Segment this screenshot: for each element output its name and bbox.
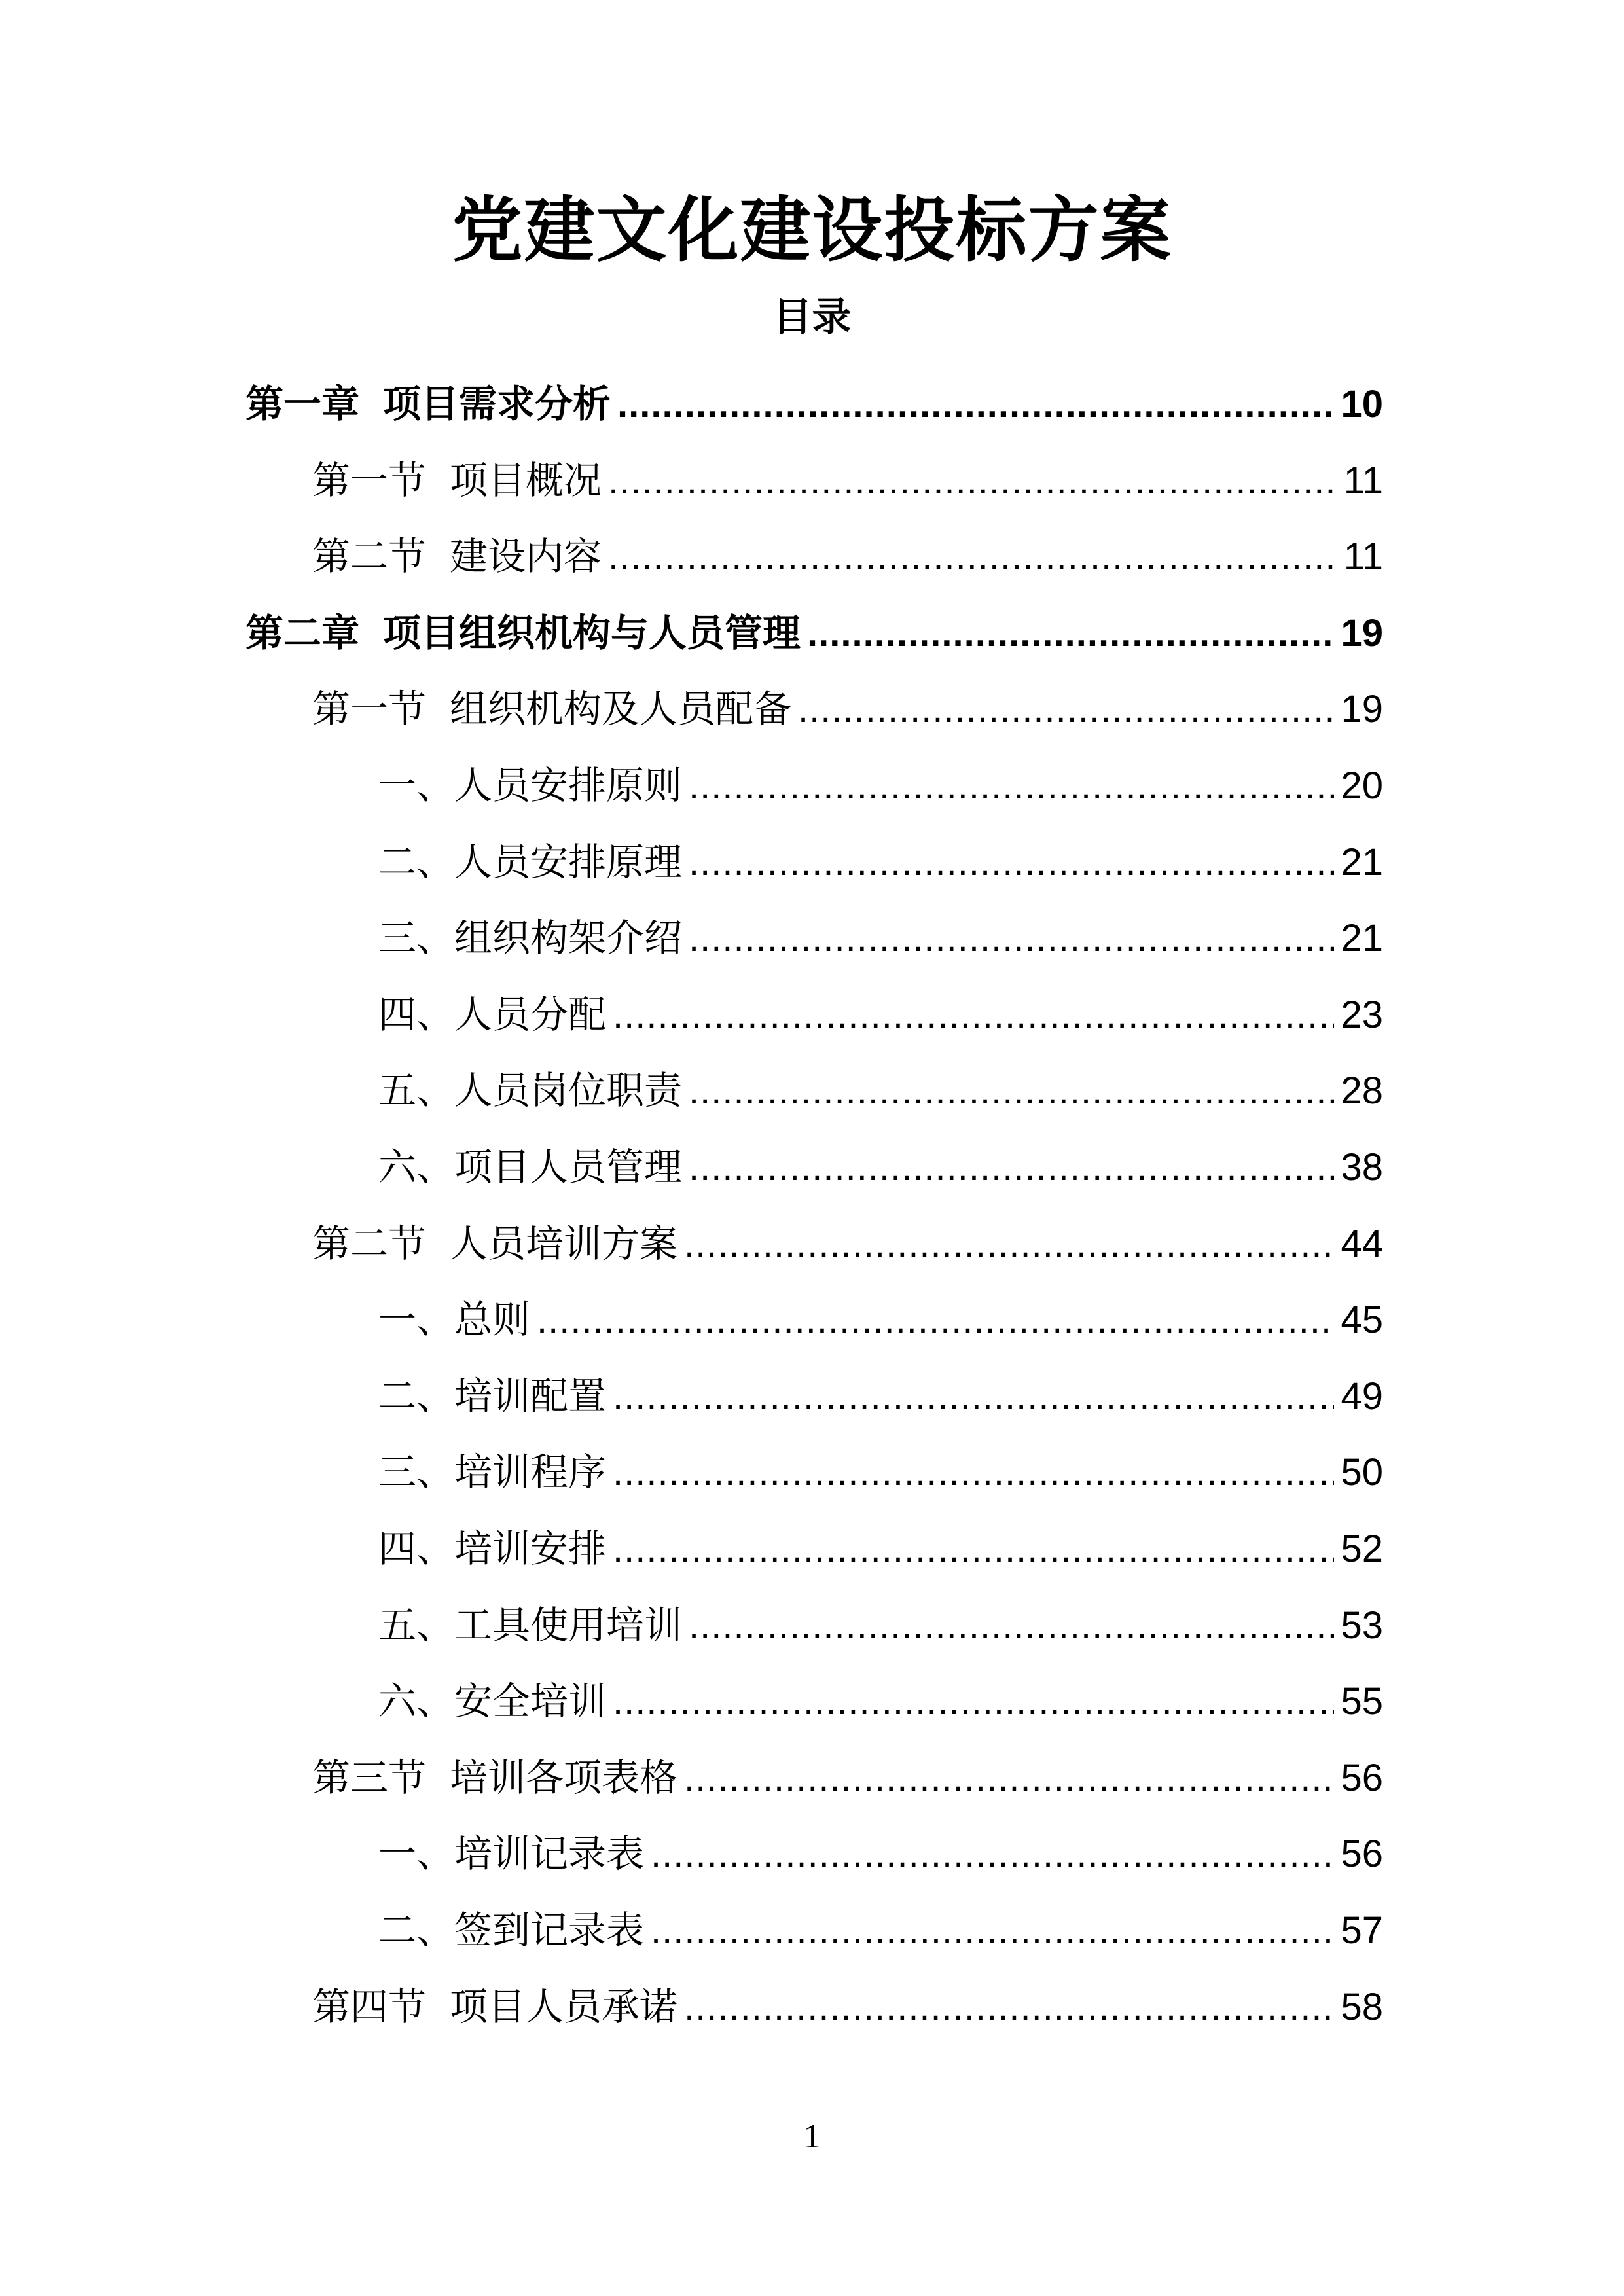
toc-entry-title: 项目人员管理 [454, 1145, 683, 1189]
toc-dot-leader [617, 375, 1334, 434]
toc-entry-number: 二、 [378, 839, 455, 884]
toc-entry-text [378, 1901, 644, 1960]
toc-entry-title: 培训配置 [454, 1373, 607, 1418]
toc-entry[interactable] [378, 1290, 1383, 1349]
toc-entry-title: 签到记录表 [454, 1908, 645, 1952]
toc-entry-number: 第二章 [245, 610, 360, 655]
toc-entry[interactable] [378, 756, 1383, 815]
toc-entry-number: 一、 [378, 763, 455, 808]
toc-entry-number: 三、 [378, 1450, 455, 1495]
toc-entry-number: 四、 [378, 992, 455, 1037]
toc-entry[interactable] [312, 1748, 1383, 1807]
toc-entry-text [312, 527, 602, 586]
toc-entry-text [378, 756, 682, 815]
toc-entry-number: 二、 [378, 1373, 455, 1418]
toc-entry-text [312, 1977, 677, 2036]
toc-entry-page: 38 [1341, 1146, 1383, 1189]
toc-entry-page: 28 [1341, 1069, 1383, 1113]
toc-dot-leader [613, 1443, 1334, 1502]
toc-entry[interactable] [378, 985, 1383, 1044]
toc-entry-title: 项目需求分析 [383, 382, 611, 426]
toc-entry[interactable] [378, 1443, 1383, 1501]
toc-entry-number: 五、 [378, 1068, 455, 1113]
toc-entry-text [378, 1519, 606, 1578]
toc-entry-title: 人员安排原则 [454, 763, 683, 808]
toc-dot-leader [807, 604, 1334, 663]
toc-entry-title: 组织构架介绍 [454, 916, 683, 961]
toc-entry-title: 培训安排 [454, 1526, 607, 1571]
toc-dot-leader [608, 528, 1337, 586]
toc-dot-leader [651, 1825, 1334, 1884]
toc-dot-leader [651, 1901, 1334, 1960]
toc-entry[interactable] [378, 908, 1383, 967]
toc-entry-text [312, 1748, 677, 1807]
toc-entry-title: 人员岗位职责 [454, 1068, 683, 1113]
toc-entry-page: 10 [1341, 383, 1383, 425]
toc-entry-number: 四、 [378, 1526, 455, 1571]
toc-entry-page: 49 [1341, 1374, 1383, 1418]
toc-entry-page: 21 [1341, 917, 1383, 960]
toc-entry-number: 一、 [378, 1297, 455, 1342]
toc-entry-text [378, 985, 606, 1044]
toc-entry-page: 52 [1341, 1528, 1383, 1570]
toc-entry-number: 六、 [378, 1679, 455, 1724]
toc-dot-leader [689, 757, 1334, 816]
toc-entry-title: 培训各项表格 [450, 1755, 678, 1800]
toc-entry-page: 56 [1341, 1833, 1383, 1876]
toc-entry-title: 项目概况 [450, 457, 602, 503]
toc-entry[interactable] [378, 1596, 1383, 1655]
toc-entry-text [312, 1214, 677, 1273]
toc-dot-leader [798, 680, 1334, 739]
toc-dot-leader [684, 1215, 1334, 1274]
toc-dot-leader [613, 1520, 1334, 1579]
toc-entry-text [378, 908, 682, 967]
toc-entry-page: 19 [1341, 688, 1383, 731]
toc-entry-title: 项目人员承诺 [450, 1984, 678, 2029]
toc-entry-text [378, 1138, 682, 1196]
toc-entry-number: 第一节 [312, 457, 427, 503]
toc-dot-leader [689, 909, 1334, 968]
toc-entry[interactable] [378, 1061, 1383, 1120]
page-number: 1 [803, 2118, 821, 2155]
toc-entry[interactable] [245, 603, 1383, 662]
toc-entry-text [378, 1824, 644, 1883]
toc-dot-leader [608, 452, 1337, 511]
toc-dot-leader [613, 1672, 1334, 1731]
toc-entry-title: 人员分配 [454, 992, 607, 1037]
toc-entry-title: 培训记录表 [454, 1831, 645, 1876]
toc-entry[interactable] [378, 1367, 1383, 1426]
toc-entry-title: 总则 [454, 1297, 531, 1342]
toc-entry-page: 56 [1341, 1756, 1383, 1799]
toc-entry-number: 第一章 [245, 382, 360, 426]
toc-entry-page: 45 [1341, 1299, 1383, 1342]
toc-entry-title: 建设内容 [450, 534, 602, 579]
toc-entry-title: 工具使用培训 [454, 1602, 683, 1647]
toc-entry-number: 六、 [378, 1145, 455, 1189]
toc-entry[interactable] [378, 833, 1383, 891]
toc-dot-leader [689, 833, 1334, 892]
toc-entry-text [378, 1596, 682, 1655]
toc-entry-page: 57 [1341, 1909, 1383, 1952]
toc-entry-number: 第二节 [312, 534, 427, 579]
toc-entry[interactable] [378, 1901, 1383, 1960]
toc-entry-number: 一、 [378, 1831, 455, 1876]
toc-entry-page: 55 [1341, 1680, 1383, 1723]
toc-entry-number: 第二节 [312, 1221, 427, 1266]
toc-entry-number: 第三节 [312, 1755, 427, 1800]
toc-dot-leader [689, 1062, 1334, 1121]
toc-dot-leader [684, 1749, 1334, 1808]
toc-entry-number: 第一节 [312, 687, 427, 732]
toc-entry-number: 第四节 [312, 1984, 427, 2029]
toc-entry-text [378, 833, 682, 891]
toc-entry-title: 人员培训方案 [450, 1221, 678, 1266]
toc-entry-text [245, 603, 801, 662]
toc-entry-title: 安全培训 [454, 1679, 607, 1724]
toc-entry-number: 三、 [378, 916, 455, 961]
toc-entry[interactable] [312, 679, 1383, 738]
toc-entry[interactable] [312, 527, 1383, 586]
toc-entry-page: 11 [1343, 535, 1383, 579]
toc-entry[interactable] [312, 1214, 1383, 1273]
toc-entry-text [378, 1443, 606, 1501]
toc-entry-page: 50 [1341, 1451, 1383, 1494]
toc-entry-text [245, 374, 611, 433]
toc-entry-page: 20 [1341, 764, 1383, 807]
toc-entry-page: 44 [1341, 1222, 1383, 1265]
toc-entry-title: 人员安排原理 [454, 839, 683, 884]
toc-entry-text [378, 1367, 606, 1426]
toc-entry-text [378, 1061, 682, 1120]
toc-entry[interactable] [378, 1824, 1383, 1883]
toc-entry-number: 二、 [378, 1908, 455, 1952]
toc-dot-leader [613, 1367, 1334, 1426]
toc-entry[interactable] [245, 374, 1383, 433]
toc-entry-text [378, 1672, 606, 1731]
toc-dot-leader [537, 1291, 1334, 1350]
toc-entry-page: 53 [1341, 1604, 1383, 1647]
toc-heading: 目录 [772, 295, 852, 340]
toc-entry-page: 58 [1341, 1985, 1383, 2028]
toc-dot-leader [613, 986, 1334, 1045]
toc-dot-leader [684, 1978, 1334, 2037]
toc-entry-text [378, 1290, 530, 1349]
document-title: 党建文化建设投标方案 [452, 189, 1172, 272]
toc-entry-text [312, 679, 791, 738]
toc-entry-page: 11 [1343, 459, 1383, 502]
toc-entry[interactable] [378, 1138, 1383, 1196]
toc-dot-leader [689, 1596, 1334, 1655]
toc-entry[interactable] [378, 1519, 1383, 1578]
toc-entry-title: 培训程序 [454, 1450, 607, 1495]
toc-entry-number: 五、 [378, 1602, 455, 1647]
toc-entry-text [312, 451, 602, 510]
toc-entry[interactable] [312, 451, 1383, 510]
toc-entry-title: 项目组织机构与人员管理 [383, 610, 801, 655]
toc-entry[interactable] [378, 1672, 1383, 1731]
toc-dot-leader [689, 1138, 1334, 1197]
toc-entry-page: 21 [1341, 840, 1383, 884]
toc-entry-title: 组织机构及人员配备 [450, 687, 792, 732]
toc-entry-page: 23 [1341, 993, 1383, 1036]
toc-entry[interactable] [312, 1977, 1383, 2036]
toc-entry-page: 19 [1341, 611, 1383, 655]
